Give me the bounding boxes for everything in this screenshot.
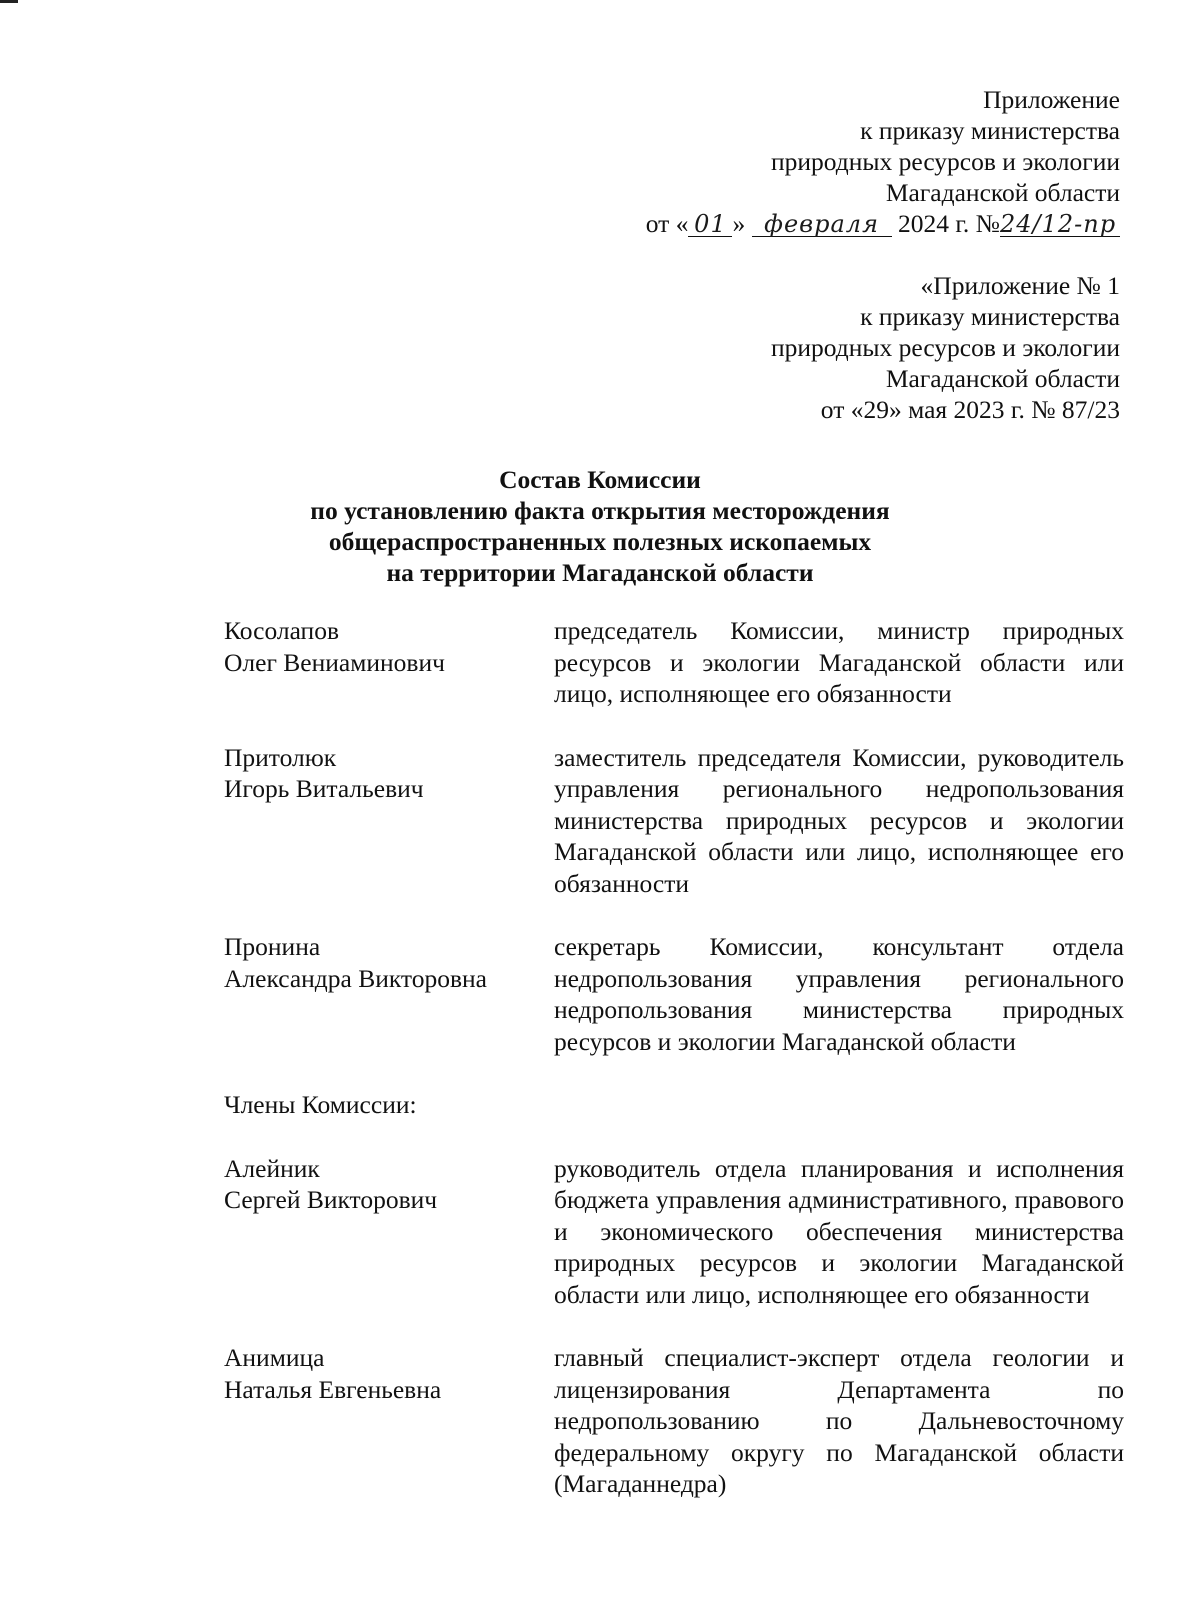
member-name xyxy=(224,615,554,710)
appendix-line: Магаданской области xyxy=(885,178,1120,207)
member-row xyxy=(224,1342,1124,1500)
appendix-line: природных ресурсов и экологии xyxy=(770,147,1120,176)
date-mid: » xyxy=(732,209,746,238)
member-name xyxy=(224,1342,554,1500)
scan-artifact xyxy=(0,0,18,3)
original-appendix-line: «Приложение № 1 xyxy=(920,271,1120,300)
handwritten-day: 01 xyxy=(688,212,732,237)
member-role: секретарь Комиссии, консультант отдела недропользования управления регионального недропользования министерства природных ресурсов и экологии Магаданской области xyxy=(554,932,1124,1056)
member-name xyxy=(224,742,554,900)
member-row xyxy=(224,1153,1124,1311)
original-appendix-line: природных ресурсов и экологии xyxy=(770,333,1120,362)
member-name xyxy=(224,1153,554,1311)
member-given-name: Сергей Викторович xyxy=(224,1185,438,1214)
member-given-name: Игорь Витальевич xyxy=(224,774,424,803)
members-section-label: Члены Комиссии: xyxy=(224,1090,417,1119)
handwritten-order-number: 24/12-пр xyxy=(1000,212,1120,237)
original-appendix-header xyxy=(771,270,1120,425)
member-role: заместитель председателя Комиссии, руководитель управления регионального недропользования министерства природных ресурсов и экологии Магаданской области или лицо, исполняющее его обязанности xyxy=(554,742,1124,898)
member-row xyxy=(224,931,1124,1057)
member-surname: Анимица xyxy=(224,1343,325,1372)
member-surname: Косолапов xyxy=(224,616,339,645)
appendix-line: к приказу министерства xyxy=(860,116,1120,145)
document-title xyxy=(0,464,1200,588)
member-role: руководитель отдела планирования и исполнения бюджета управления административного, правового и экономического обеспечения министерства природных ресурсов и экологии Магаданской области или лицо, исполняющее его обязанности xyxy=(554,1153,1124,1309)
member-role: председатель Комиссии, министр природных ресурсов и экологии Магаданской области или лицо, исполняющее его обязанности xyxy=(554,616,1124,708)
member-surname: Пронина xyxy=(224,932,321,961)
member-row xyxy=(224,615,1124,710)
member-surname: Притолюк xyxy=(224,742,337,772)
handwritten-month: февраля xyxy=(752,212,892,237)
date-year: 2024 г. № xyxy=(897,209,1000,238)
member-name xyxy=(224,931,554,1057)
commission-composition xyxy=(224,615,1124,1532)
title-line: на территории Магаданской области xyxy=(386,558,814,587)
member-role: главный специалист-эксперт отдела геологии и лицензирования Департамента по недропользованию по Дальневосточному федеральному округу по Магаданской области (Магаданнедра) xyxy=(554,1343,1124,1498)
date-prefix: от « xyxy=(645,209,689,238)
member-surname: Алейник xyxy=(224,1153,320,1183)
title-line: по установлению факта открытия месторождения xyxy=(310,496,890,525)
original-appendix-line: от «29» мая 2023 г. № 87/23 xyxy=(820,395,1120,424)
appendix-line: Приложение xyxy=(983,85,1120,114)
title-line: общераспространенных полезных ископаемых xyxy=(328,527,872,556)
appendix-header xyxy=(646,84,1120,239)
member-given-name: Александра Викторовна xyxy=(224,963,487,993)
title-line: Состав Комиссии xyxy=(499,465,701,494)
member-row xyxy=(224,742,1124,900)
member-given-name: Наталья Евгеньевна xyxy=(224,1374,442,1404)
member-given-name: Олег Вениаминович xyxy=(224,647,445,677)
appendix-date-line xyxy=(646,208,1120,239)
original-appendix-line: к приказу министерства xyxy=(860,302,1120,331)
original-appendix-line: Магаданской области xyxy=(885,364,1120,393)
